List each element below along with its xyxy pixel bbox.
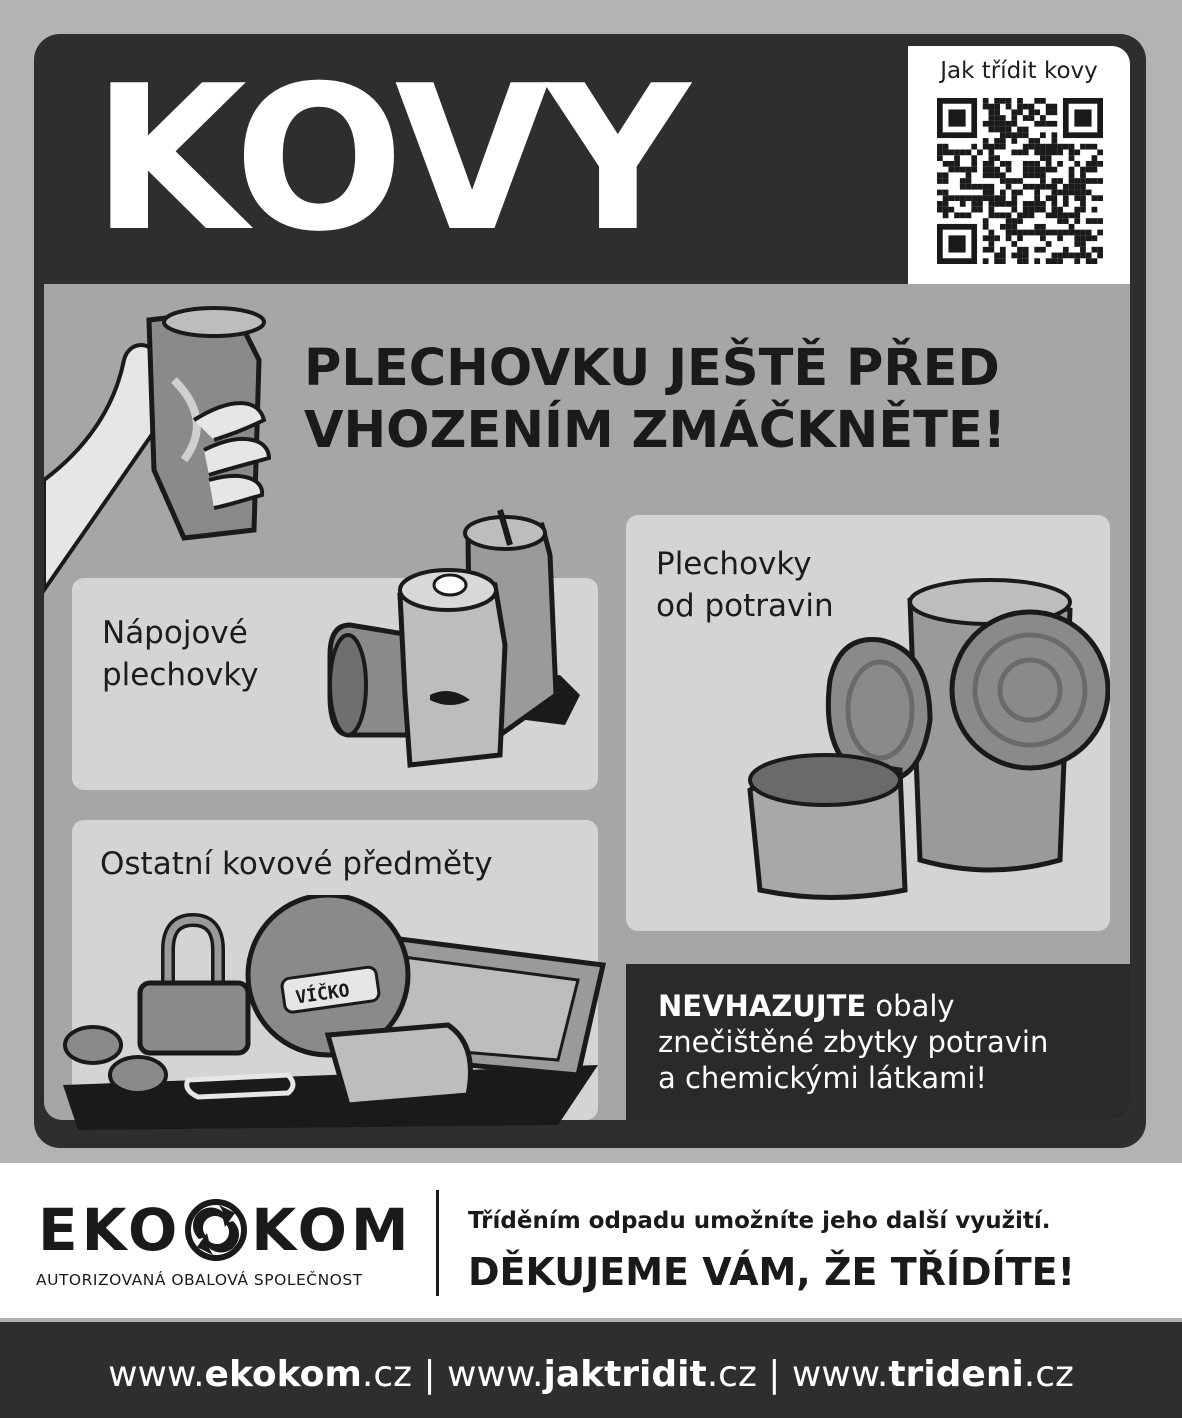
warning-line-3: a chemickými látkami! bbox=[658, 1061, 988, 1095]
lid-label: VÍČKO bbox=[294, 980, 351, 1009]
ekokom-logo[interactable] bbox=[38, 1196, 413, 1264]
warning-text bbox=[658, 988, 1048, 1096]
logo-subtitle: AUTORIZOVANÁ OBALOVÁ SPOLEČNOST bbox=[36, 1271, 363, 1289]
url-separator: | bbox=[412, 1354, 448, 1395]
drink-cans-line-1: Nápojové bbox=[102, 615, 248, 651]
url-trideni[interactable]: www.trideni.cz bbox=[791, 1354, 1074, 1395]
url-list bbox=[0, 1354, 1182, 1395]
food-cans-line-2: od potravin bbox=[656, 588, 834, 624]
food-cans-icon bbox=[740, 570, 1110, 910]
url-separator: | bbox=[756, 1354, 792, 1395]
other-metal-objects-icon bbox=[58, 895, 618, 1135]
slogan-line-1: Tříděním odpadu umožníte jeho další využití. bbox=[468, 1208, 1051, 1234]
drink-cans-label bbox=[102, 612, 259, 696]
qr-label: Jak třídit kovy bbox=[940, 58, 1098, 84]
recycle-arrows-icon bbox=[185, 1199, 247, 1261]
qr-code-icon[interactable] bbox=[937, 98, 1103, 264]
warning-bold: NEVHAZUJTE bbox=[658, 989, 867, 1023]
headline bbox=[304, 338, 1006, 462]
page-title: KOVY bbox=[92, 43, 687, 276]
url-ekokom[interactable]: www.ekokom.cz bbox=[108, 1354, 413, 1395]
headline-line-1: PLECHOVKU JEŠTĚ PŘED bbox=[304, 339, 1000, 398]
url-jaktridit[interactable]: www.jaktridit.cz bbox=[447, 1354, 757, 1395]
footer-divider bbox=[436, 1190, 439, 1296]
food-cans-line-1: Plechovky bbox=[656, 546, 812, 582]
slogan-line-2: DĚKUJEME VÁM, ŽE TŘÍDÍTE! bbox=[468, 1250, 1075, 1294]
warning-line-2: znečištěné zbytky potravin bbox=[658, 1025, 1049, 1059]
crushed-drink-cans-icon bbox=[320, 495, 590, 785]
other-metal-label: Ostatní kovové předměty bbox=[100, 846, 493, 882]
headline-line-2: VHOZENÍM ZMÁČKNĚTE! bbox=[304, 401, 1007, 460]
drink-cans-line-2: plechovky bbox=[102, 657, 259, 693]
logo-left: EKO bbox=[38, 1196, 182, 1264]
hand-crushing-can-icon bbox=[44, 300, 284, 600]
warning-line-1: obaly bbox=[866, 989, 955, 1023]
logo-right: KOM bbox=[251, 1196, 413, 1264]
